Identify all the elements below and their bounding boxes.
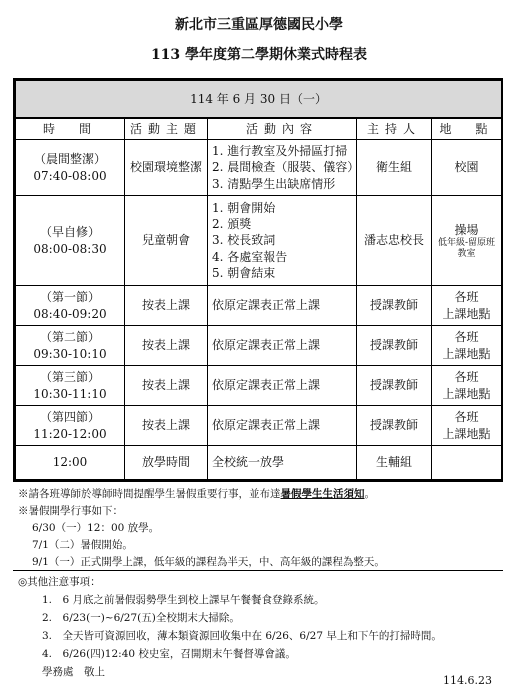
reminder-line: [18, 486, 508, 503]
header-row: [16, 118, 502, 140]
time-cell: [16, 366, 125, 406]
content-cell: 依原定課表正常上課: [208, 366, 357, 406]
section-divider: [13, 570, 503, 571]
content-cell: [208, 140, 360, 196]
schedule-item: 7/1（二）暑假開始。: [32, 539, 133, 551]
content-cell: 依原定課表正常上課: [208, 326, 357, 366]
place-note: 上課地點: [442, 346, 491, 361]
place-note: 低年級-留原班教室: [437, 237, 496, 259]
col-header-content: 活動內容: [208, 118, 357, 140]
theme-cell: 按表上課: [125, 366, 208, 406]
period-label: （第二節）: [39, 330, 100, 345]
table-row: [16, 196, 502, 286]
place-cell: [432, 366, 502, 406]
table-row: [16, 286, 502, 326]
summer-life-guide-link: 暑假學生生活須知: [280, 488, 365, 500]
place-label: 操場: [454, 222, 479, 237]
place-label: 各班: [454, 410, 479, 425]
other-notes-title: ◎其他注意事項：: [18, 576, 101, 588]
table-row: [16, 446, 502, 480]
content-cell: 依原定課表正常上課: [208, 406, 357, 446]
date-row: [16, 81, 502, 119]
reminder-text: ※請各班導師於導師時間提醒學生暑假重要行事，並布達: [18, 488, 281, 500]
col-header-place: 地 點: [432, 118, 502, 140]
schedule-table: [15, 80, 502, 480]
place-cell: [432, 446, 502, 480]
host-cell: 授課教師: [357, 286, 432, 326]
theme-cell: 兒童朝會: [125, 196, 208, 286]
schedule-title: ※暑假開學行事如下：: [18, 505, 123, 517]
place-cell: [432, 406, 502, 446]
time-range: 08:40-09:20: [33, 306, 107, 321]
time-cell: [16, 286, 125, 326]
content-cell: 依原定課表正常上課: [208, 286, 357, 326]
time-cell: [16, 140, 125, 196]
place-cell: [432, 286, 502, 326]
host-cell: 授課教師: [357, 366, 432, 406]
note-item: 2. 6/23(一)~6/27(五)全校期末大掃除。: [42, 612, 240, 624]
table-row: [16, 140, 502, 196]
period-label: （第一節）: [39, 290, 100, 305]
place-label: 各班: [454, 330, 479, 345]
period-label: （早自修）: [39, 225, 100, 240]
place-label: 各班: [454, 370, 479, 385]
theme-cell: 放學時間: [125, 446, 208, 480]
schedule-item: 6/30（一）12：00 放學。: [32, 522, 160, 534]
table-row: [16, 326, 502, 366]
note-item: 4. 6/26(四)12:40 校史室，召開期末午餐督導會議。: [42, 648, 296, 660]
note-item: 1. 6 月底之前暑假弱勢學生到校上課早午餐餐食登錄系統。: [42, 594, 325, 606]
host-cell: 授課教師: [357, 326, 432, 366]
time-range: 11:20-12:00: [33, 426, 107, 441]
time-cell: [16, 196, 125, 286]
host-cell: 生輔組: [357, 446, 432, 480]
theme-cell: 按表上課: [125, 286, 208, 326]
time-range: 07:40-08:00: [33, 168, 107, 183]
place-cell: [432, 326, 502, 366]
content-cell: [208, 196, 357, 286]
content-item: 2. 晨間檢查（服裝、儀容）: [212, 160, 360, 175]
period-label: （第三節）: [39, 370, 100, 385]
col-header-theme: 活動主題: [125, 118, 208, 140]
table-row: [16, 366, 502, 406]
time-range: 09:30-10:10: [33, 346, 107, 361]
period-label: （第四節）: [39, 410, 100, 425]
notes-other: [18, 573, 508, 681]
place-note: 上課地點: [442, 386, 491, 401]
reminder-suffix: 。: [364, 488, 375, 500]
schedule-date: 114 年 6 月 30 日（一）: [16, 81, 502, 119]
document-title: 113 學年度第二學期休業式時程表: [150, 47, 368, 63]
col-header-time: 時 間: [16, 118, 125, 140]
content-item: 1. 進行教室及外掃區打掃: [212, 144, 348, 159]
place-cell: 校園: [432, 140, 502, 196]
time-cell: [16, 326, 125, 366]
content-cell: 全校統一放學: [208, 446, 357, 480]
place-note: 上課地點: [442, 426, 491, 441]
host-cell: 授課教師: [357, 406, 432, 446]
table-row: [16, 406, 502, 446]
time-cell: 12:00: [16, 446, 125, 480]
host-cell: 潘志忠校長: [357, 196, 432, 286]
content-item: 4. 各處室報告: [212, 249, 288, 264]
content-item: 5. 朝會結束: [212, 265, 276, 280]
school-name: 新北市三重區厚德國民小學: [175, 17, 343, 33]
content-item: 3. 校長致詞: [212, 233, 276, 248]
theme-cell: 按表上課: [125, 406, 208, 446]
schedule-item: 9/1（一）正式開學上課，低年級的課程為半天，中、高年級的課程為整天。: [32, 556, 385, 568]
notes-reminders: [18, 486, 508, 571]
note-item: 3. 全天皆可資源回收，薄本類資源回收集中在 6/26、6/27 早上和下午的打掃時間。: [42, 630, 442, 642]
time-range: 08:00-08:30: [33, 241, 107, 256]
theme-cell: 按表上課: [125, 326, 208, 366]
content-item: 3. 清點學生出缺席情形: [212, 176, 336, 191]
time-cell: [16, 406, 125, 446]
schedule-frame: [13, 78, 503, 482]
content-item: 2. 頒獎: [212, 217, 252, 232]
place-note: 上課地點: [442, 306, 491, 321]
host-cell: 衛生組: [357, 140, 432, 196]
place-cell: [432, 196, 502, 286]
col-header-host: 主持人: [357, 118, 432, 140]
issue-date: 114.6.23: [443, 674, 492, 687]
content-item: 1. 朝會開始: [212, 201, 276, 216]
theme-cell: 校園環境整潔: [125, 140, 208, 196]
time-range: 10:30-11:10: [33, 386, 107, 401]
period-label: （晨間整潔）: [33, 152, 106, 167]
place-label: 各班: [454, 290, 479, 305]
signature: 學務處 敬上: [42, 666, 105, 678]
